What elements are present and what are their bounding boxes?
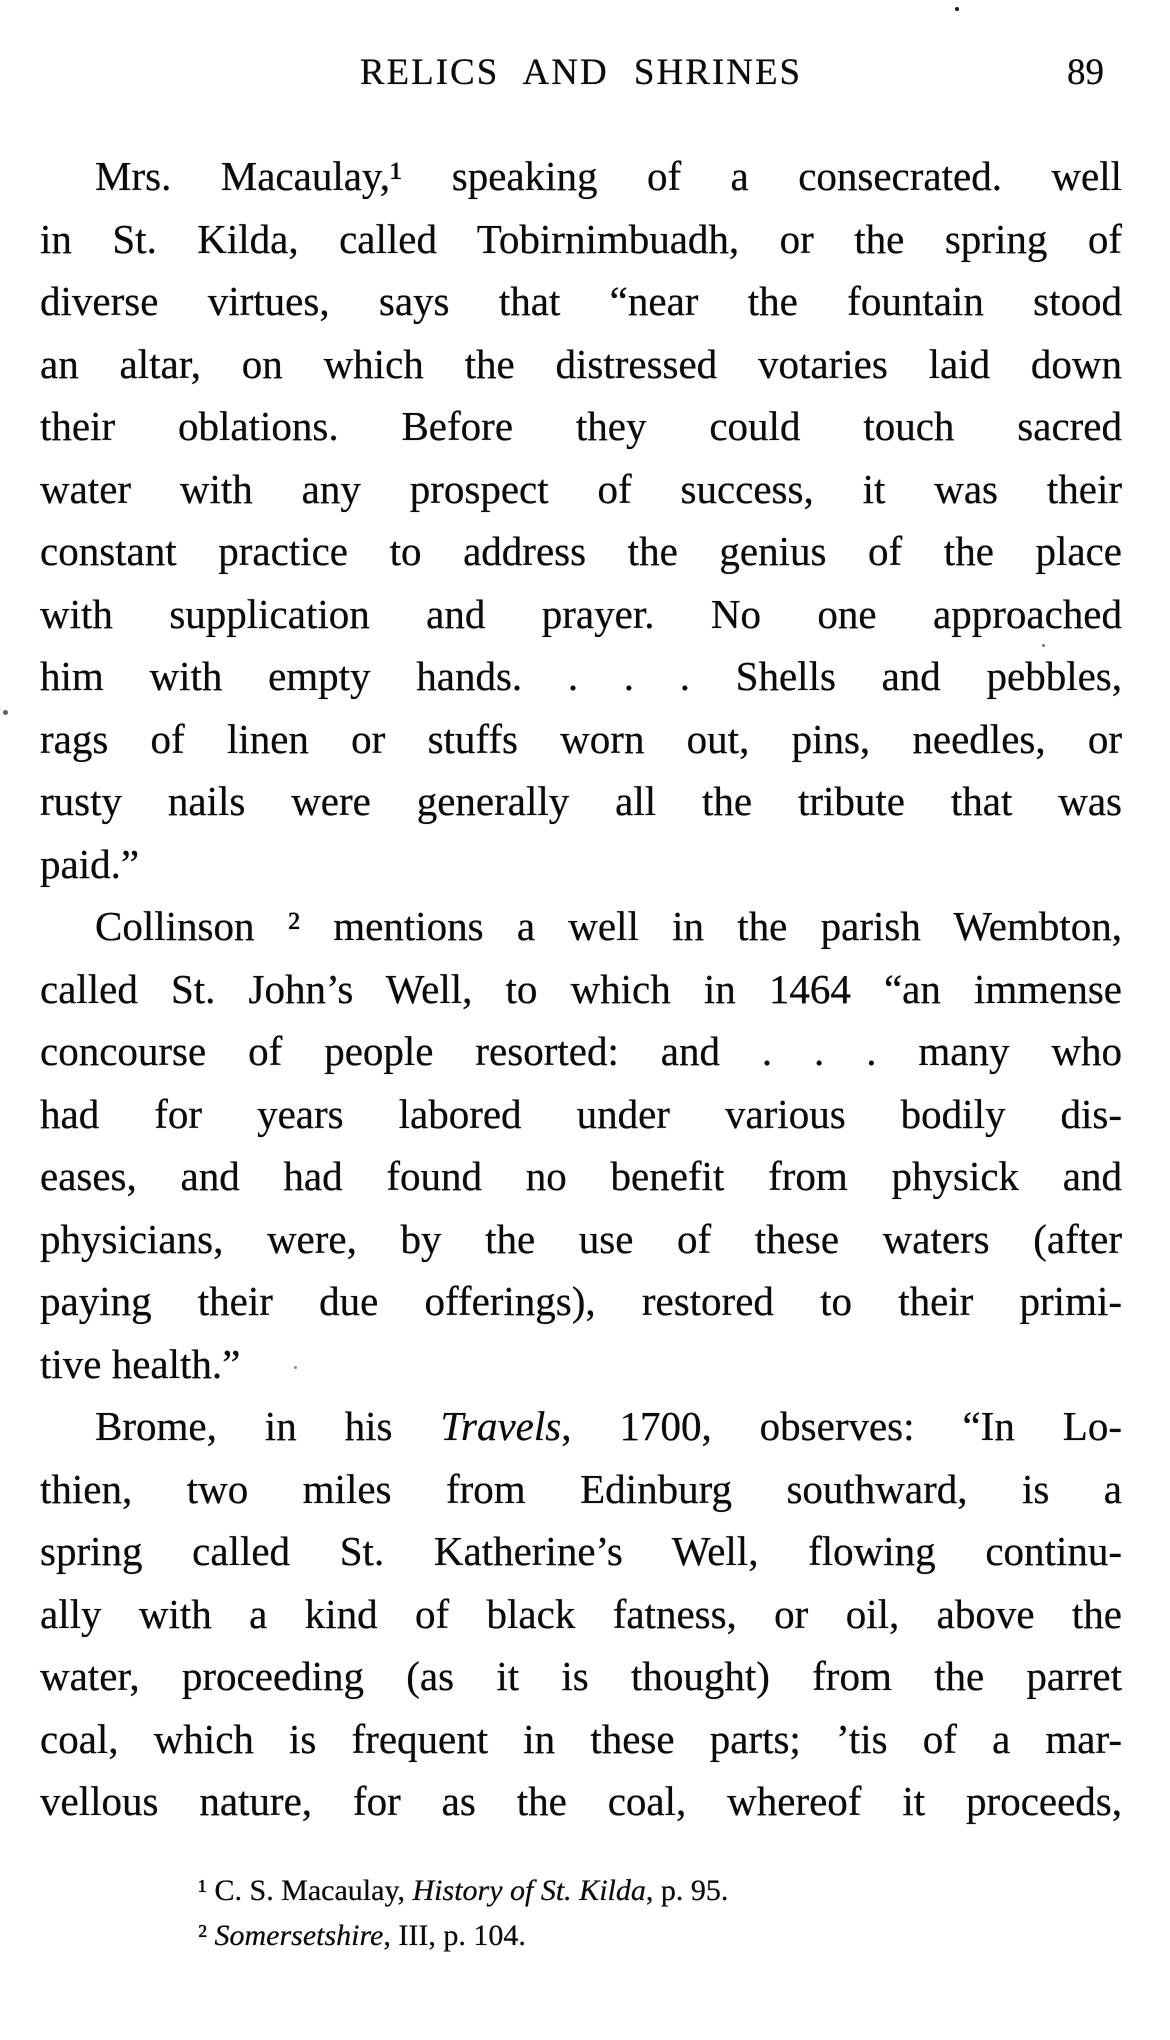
page-number: 89 bbox=[1067, 52, 1104, 93]
text-line: tive health.” bbox=[40, 1340, 241, 1387]
text-line: constant practice to address the genius of the place bbox=[40, 528, 1122, 574]
italic-book-title: Somersetshire bbox=[214, 1919, 384, 1952]
running-title: RELICS AND SHRINES bbox=[359, 52, 803, 93]
text-line: concourse of people resorted: and . . . many who bbox=[40, 1028, 1122, 1074]
text-line: their oblations. Before they could touch sacred bbox=[40, 403, 1122, 449]
text-line: Collinson ² mentions a well in the parish Wembton, bbox=[95, 903, 1122, 949]
paragraph-3 bbox=[40, 1395, 1122, 1833]
text-line: had for years labored under various bodily dis- bbox=[40, 1090, 1122, 1137]
italic-book-title: Travels bbox=[440, 1403, 562, 1449]
paragraph-2 bbox=[40, 895, 1122, 1395]
text-line: water, proceeding (as it is thought) from the parret bbox=[40, 1653, 1122, 1699]
text-line: water with any prospect of success, it was their bbox=[40, 465, 1122, 512]
paragraph-1 bbox=[40, 145, 1122, 895]
text-line: paid.” bbox=[40, 840, 140, 887]
footnote-text: , p. 95. bbox=[645, 1874, 729, 1907]
text-line: an altar, on which the distressed votaries laid down bbox=[40, 340, 1122, 387]
footnote-1 bbox=[198, 1868, 1010, 1913]
text-line bbox=[40, 1395, 1122, 1458]
text-line: ally with a kind of black fatness, or oil, above the bbox=[40, 1590, 1122, 1637]
footnote-marker-and-text: ² bbox=[198, 1919, 215, 1952]
footnote-marker-and-text: ¹ C. S. Macaulay, bbox=[198, 1874, 413, 1907]
text-segment: , 1700, observes: “In Lo- bbox=[561, 1403, 1123, 1449]
text-line: vellous nature, for as the coal, whereof it proceeds, bbox=[40, 1778, 1122, 1824]
text-line: paying their due offerings), restored to their primi- bbox=[40, 1278, 1122, 1324]
text-line: eases, and had found no benefit from physick and bbox=[40, 1153, 1122, 1199]
text-line: Mrs. Macaulay,¹ speaking of a consecrated. well bbox=[95, 153, 1122, 199]
text-line: physicians, were, by the use of these waters (after bbox=[40, 1215, 1122, 1262]
text-line: with supplication and prayer. No one approached bbox=[40, 590, 1122, 637]
text-segment: Brome, in his bbox=[95, 1403, 441, 1449]
text-line: thien, two miles from Edinburg southward, is a bbox=[40, 1465, 1122, 1512]
text-line: called St. John’s Well, to which in 1464 “an immense bbox=[40, 965, 1122, 1012]
text-line: him with empty hands. . . . Shells and pebbles, bbox=[40, 653, 1122, 699]
text-line: rags of linen or stuffs worn out, pins, needles, or bbox=[40, 715, 1122, 762]
text-line: diverse virtues, says that “near the fountain stood bbox=[40, 278, 1122, 324]
text-line: coal, which is frequent in these parts; ’tis of a mar- bbox=[40, 1715, 1122, 1762]
scan-speck bbox=[955, 7, 959, 11]
italic-book-title: History of St. Kilda bbox=[412, 1874, 646, 1907]
footnotes bbox=[198, 1868, 1010, 1958]
footnote-2 bbox=[198, 1913, 1010, 1958]
text-line: spring called St. Katherine’s Well, flowing continu- bbox=[40, 1528, 1122, 1574]
text-line: rusty nails were generally all the tribute that was bbox=[40, 778, 1122, 824]
footnote-text: , III, p. 104. bbox=[383, 1919, 526, 1952]
page-header bbox=[40, 53, 1122, 93]
text-line: in St. Kilda, called Tobirnimbuadh, or the spring of bbox=[40, 215, 1122, 262]
page-body bbox=[40, 145, 1122, 1833]
scan-speck bbox=[3, 710, 8, 715]
